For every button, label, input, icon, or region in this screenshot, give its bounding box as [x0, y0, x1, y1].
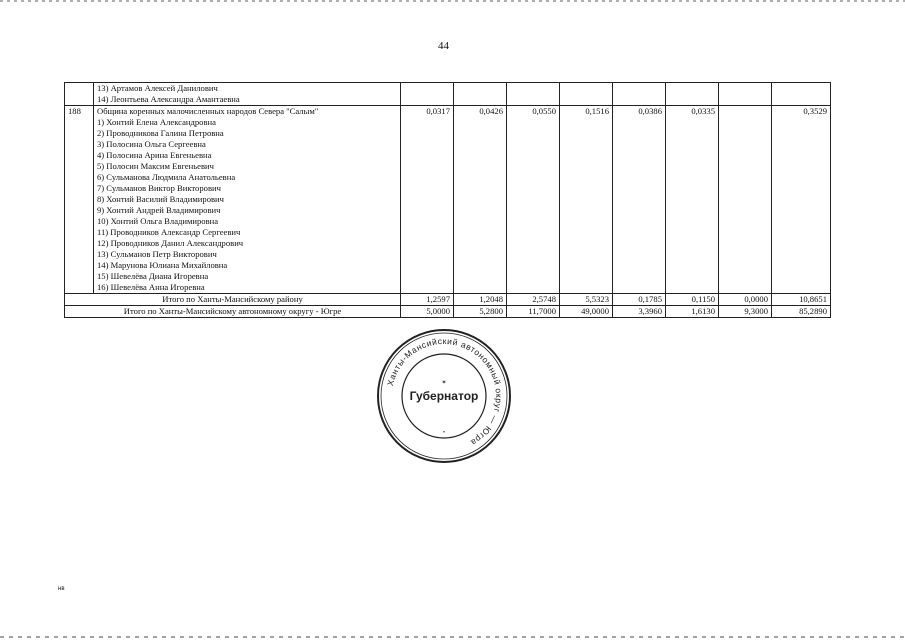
- table-row-entry: [65, 106, 831, 294]
- value-cell: 5,2800: [454, 306, 507, 318]
- list-item: 11) Проводников Александр Сергеевич: [97, 227, 241, 237]
- table-row-total-district: [65, 294, 831, 306]
- list-item: 10) Хонтий Ольга Владимировна: [97, 216, 219, 226]
- total-label: Итого по Ханты-Мансийскому району: [65, 294, 401, 306]
- list-item: 4) Полосина Арина Евгеньевна: [97, 150, 212, 160]
- list-item: 14) Леонтьева Александра Амантаевна: [97, 94, 240, 104]
- value-cell: 1,6130: [666, 306, 719, 318]
- scan-edge-bottom: [0, 636, 905, 638]
- list-item: 15) Шевелёва Диана Игоревна: [97, 271, 209, 281]
- value-cell: [454, 83, 507, 106]
- list-item: 13) Артамов Алексей Данилович: [97, 83, 218, 93]
- value-cell: 0,1150: [666, 294, 719, 306]
- value-cell: 11,7000: [507, 306, 560, 318]
- member-cell: [94, 83, 401, 106]
- list-item: 8) Хонтий Василий Владимирович: [97, 194, 224, 204]
- value-cell: [719, 83, 772, 106]
- list-item: 5) Полосин Максим Евгеньевич: [97, 161, 214, 171]
- value-cell: 0,0550: [507, 106, 560, 294]
- allocation-table: [64, 82, 831, 318]
- value-cell: [666, 83, 719, 106]
- value-cell: 0,0000: [719, 294, 772, 306]
- list-item: 6) Сульманова Людмила Анатольевна: [97, 172, 236, 182]
- value-cell: 10,8651: [772, 294, 831, 306]
- entry-index: 188: [65, 106, 94, 294]
- value-cell: [613, 83, 666, 106]
- value-cell: 0,0317: [401, 106, 454, 294]
- page-number: 44: [438, 40, 449, 52]
- value-cell: 49,0000: [560, 306, 613, 318]
- organization-name: Община коренных малочисленных народов Севера "Салым": [97, 106, 319, 116]
- table-row-continued: [65, 83, 831, 106]
- value-cell: [507, 83, 560, 106]
- value-cell: 9,3000: [719, 306, 772, 318]
- value-cell: 5,5323: [560, 294, 613, 306]
- list-item: 7) Сульманов Виктор Викторович: [97, 183, 221, 193]
- value-cell: 0,1785: [613, 294, 666, 306]
- total-label: Итого по Ханты-Мансийскому автономному округу - Югре: [65, 306, 401, 318]
- index-cell: [65, 83, 94, 106]
- stamp-center-text: Губернатор: [409, 389, 479, 403]
- value-cell: 2,5748: [507, 294, 560, 306]
- value-cell: 3,3960: [613, 306, 666, 318]
- value-cell: 0,0426: [454, 106, 507, 294]
- list-item: 9) Хонтий Андрей Владимирович: [97, 205, 221, 215]
- value-cell: 0,1516: [560, 106, 613, 294]
- list-item: 3) Полосина Ольга Сергеевна: [97, 139, 206, 149]
- table-row-total-okrug: [65, 306, 831, 318]
- footer-mark: нв: [58, 586, 65, 592]
- list-item: 1) Хонтий Елена Александровна: [97, 117, 216, 127]
- list-item: 14) Марунова Юлиана Михайловна: [97, 260, 228, 270]
- value-cell: 1,2048: [454, 294, 507, 306]
- list-item: 13) Сульманов Петр Викторович: [97, 249, 217, 259]
- value-cell: 5,0000: [401, 306, 454, 318]
- stamp-ring-text: Ханты-Мансийский автономный округ — Югра: [385, 335, 505, 448]
- star-icon: ✶: [441, 380, 447, 386]
- scan-edge-top: [0, 0, 905, 2]
- value-cell: 85,2890: [772, 306, 831, 318]
- list-item: 16) Шевелёва Анна Игоревна: [97, 282, 205, 292]
- member-cell: [94, 106, 401, 294]
- dot-icon: •: [442, 430, 446, 436]
- list-item: 2) Проводникова Галина Петровна: [97, 128, 224, 138]
- value-cell: 0,0335: [666, 106, 719, 294]
- value-cell: [560, 83, 613, 106]
- value-cell: [719, 106, 772, 294]
- official-stamp: [374, 326, 514, 466]
- value-cell: 1,2597: [401, 294, 454, 306]
- value-cell: [772, 83, 831, 106]
- value-cell: 0,0386: [613, 106, 666, 294]
- value-cell: [401, 83, 454, 106]
- list-item: 12) Проводников Данил Александрович: [97, 238, 244, 248]
- value-cell: 0,3529: [772, 106, 831, 294]
